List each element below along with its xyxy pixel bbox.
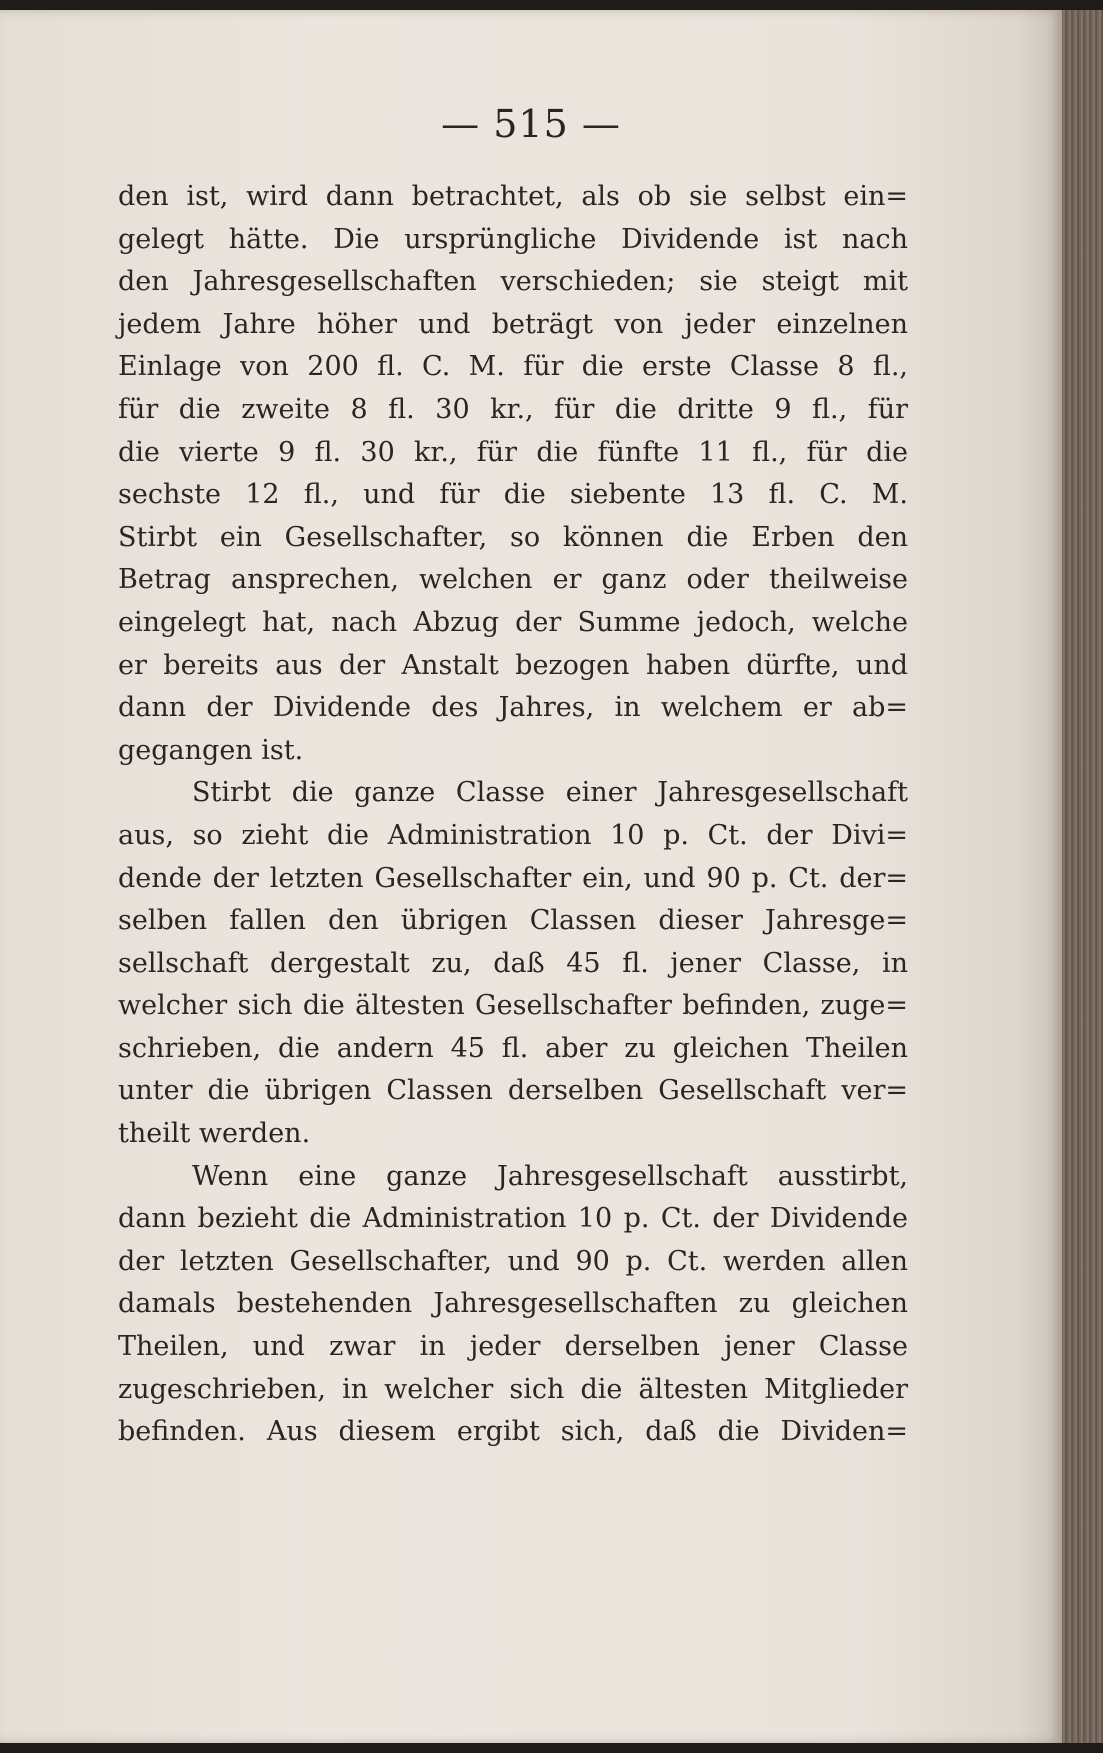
- text-line: die vierte 9 fl. 30 kr., für die fünfte 11 fl., für die: [118, 436, 908, 468]
- page-number-header: — 515 —: [441, 102, 621, 146]
- text-line: selben fallen den übrigen Classen dieser Jahresge=: [118, 905, 908, 937]
- text-line: aus, so zieht die Administration 10 p. Ct. der Divi=: [118, 819, 908, 851]
- text-line: damals bestehenden Jahresgesellschaften zu gleichen: [118, 1288, 908, 1320]
- text-line: zugeschrieben, in welcher sich die ältesten Mitglieder: [118, 1373, 908, 1405]
- text-line: den Jahresgesellschaften verschieden; sie steigt mit: [118, 266, 908, 298]
- text-line: dann der Dividende des Jahres, in welchem er ab=: [118, 692, 908, 724]
- text-line: gegangen ist.: [118, 734, 304, 766]
- text-line: schrieben, die andern 45 fl. aber zu gleichen Theilen: [118, 1032, 908, 1064]
- text-line: er bereits aus der Anstalt bezogen haben dürfte, und: [118, 649, 908, 681]
- text-line: Stirbt ein Gesellschafter, so können die Erben den: [118, 521, 908, 553]
- text-line: unter die übrigen Classen derselben Gesellschaft ver=: [118, 1075, 908, 1107]
- text-line: dende der letzten Gesellschafter ein, und 90 p. Ct. der=: [118, 862, 908, 894]
- text-line: Theilen, und zwar in jeder derselben jener Classe: [118, 1331, 908, 1363]
- text-line: den ist, wird dann betrachtet, als ob sie selbst ein=: [118, 181, 908, 212]
- text-line: sellschaft dergestalt zu, daß 45 fl. jener Classe, in: [118, 947, 908, 979]
- text-line: theilt werden.: [118, 1118, 311, 1150]
- text-line: sechste 12 fl., und für die siebente 13 fl. C. M.: [118, 479, 908, 511]
- book-page-edges: [1062, 10, 1103, 1743]
- text-line: Wenn eine ganze Jahresgesellschaft ausstirbt,: [192, 1160, 908, 1192]
- text-line: befinden. Aus diesem ergibt sich, daß die Dividen=: [118, 1416, 908, 1448]
- paper-page: [0, 10, 1062, 1743]
- text-line: gelegt hätte. Die ursprüngliche Dividende ist nach: [118, 223, 908, 255]
- body-text: [118, 176, 908, 1454]
- text-line: welcher sich die ältesten Gesellschafter befinden, zuge=: [118, 990, 908, 1022]
- text-line: dann bezieht die Administration 10 p. Ct. der Dividende: [118, 1203, 908, 1235]
- text-line: Betrag ansprechen, welchen er ganz oder theilweise: [118, 564, 908, 596]
- text-line: Einlage von 200 fl. C. M. für die erste Classe 8 fl.,: [118, 351, 908, 383]
- text-line: eingelegt hat, nach Abzug der Summe jedoch, welche: [118, 606, 908, 638]
- text-line: Stirbt die ganze Classe einer Jahresgesellschaft: [192, 777, 908, 809]
- text-line: der letzten Gesellschafter, und 90 p. Ct. werden allen: [118, 1245, 908, 1277]
- text-line: jedem Jahre höher und beträgt von jeder einzelnen: [118, 308, 908, 340]
- text-line: für die zweite 8 fl. 30 kr., für die dritte 9 fl., für: [118, 393, 908, 425]
